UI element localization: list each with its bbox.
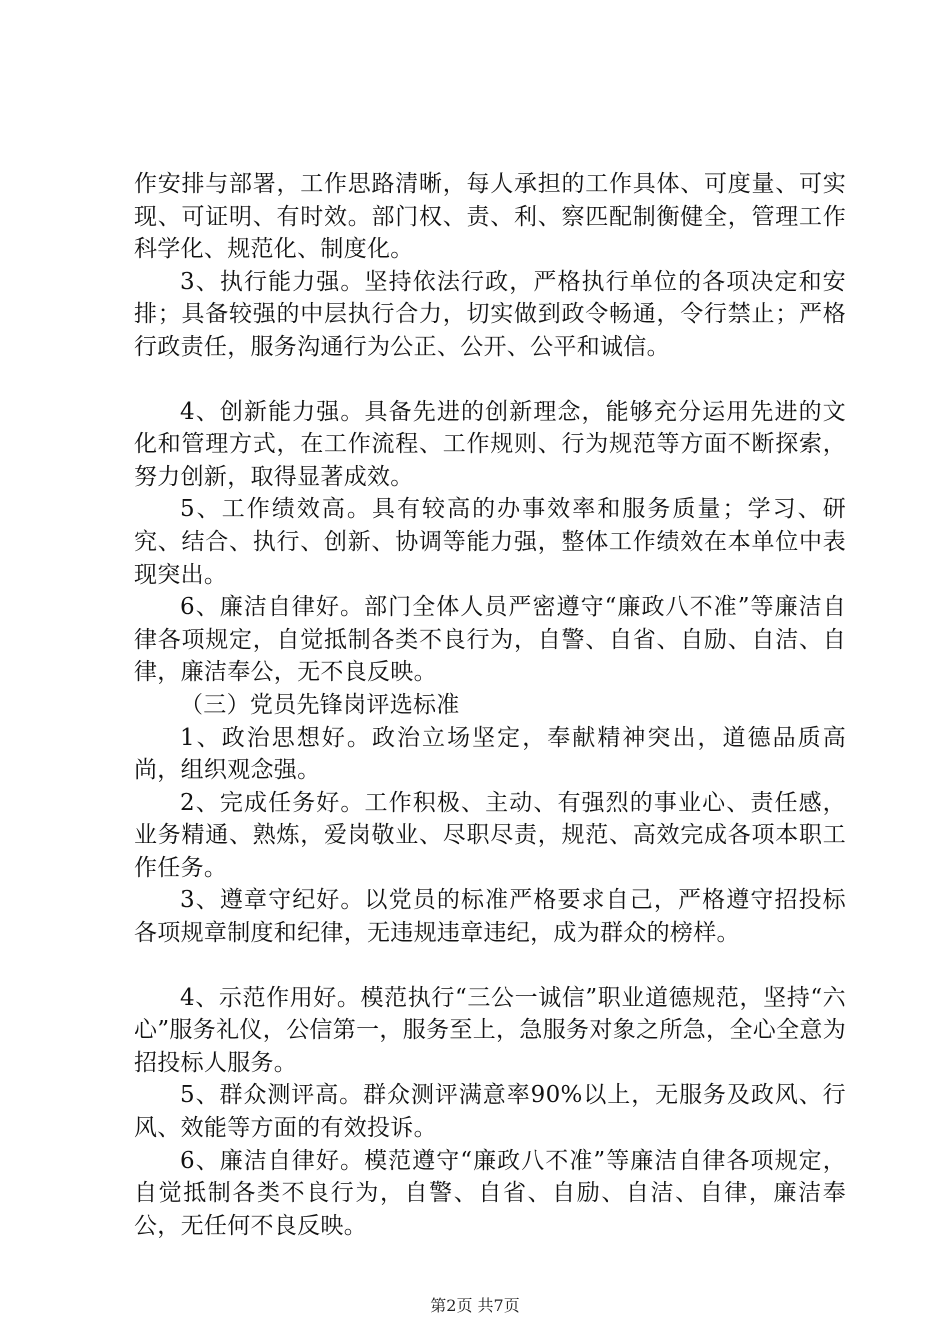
paragraph-integrity-dept: 6、廉洁自律好。部门全体人员严密遵守“廉政八不准”等廉洁自律各项规定，自觉抵制各类不良行为，自警、自省、自励、自洁、自律，廉洁奉公，无不良反映。 xyxy=(134,594,846,686)
paragraph-political: 1、政治思想好。政治立场坚定，奉献精神突出，道德品质高尚，组织观念强。 xyxy=(134,724,846,784)
paragraph-execution: 3、执行能力强。坚持依法行政，严格执行单位的各项决定和安排；具备较强的中层执行合力，切实做到政令畅通，令行禁止；严格行政责任，服务沟通行为公正、公开、公平和诚信。 xyxy=(134,268,846,360)
paragraph-innovation: 4、创新能力强。具备先进的创新理念，能够充分运用先进的文化和管理方式，在工作流程、工作规则、行为规范等方面不断探索，努力创新，取得显著成效。 xyxy=(134,398,846,490)
paragraph-evaluation: 5、群众测评高。群众测评满意率90%以上，无服务及政风、行风、效能等方面的有效投诉。 xyxy=(134,1082,846,1142)
document-body xyxy=(134,168,846,1242)
paragraph-continuation: 作安排与部署，工作思路清晰，每人承担的工作具体、可度量、可实现、可证明、有时效。部门权、责、利、察匹配制衡健全，管理工作科学化、规范化、制度化。 xyxy=(134,171,846,263)
paragraph-performance: 5、工作绩效高。具有较高的办事效率和服务质量；学习、研究、结合、执行、创新、协调等能力强，整体工作绩效在本单位中表现突出。 xyxy=(134,496,846,588)
paragraph-example: 4、示范作用好。模范执行“三公一诚信”职业道德规范，坚持“六心”服务礼仪，公信第一，服务至上，急服务对象之所急，全心全意为招投标人服务。 xyxy=(134,984,846,1076)
section-heading: （三）党员先锋岗评选标准 xyxy=(180,691,460,718)
paragraph-discipline: 3、遵章守纪好。以党员的标准严格要求自己，严格遵守招投标各项规章制度和纪律，无违规违章违纪，成为群众的榜样。 xyxy=(134,887,846,947)
paragraph-integrity-member: 6、廉洁自律好。模范遵守“廉政八不准”等廉洁自律各项规定，自觉抵制各类不良行为，自警、自省、自励、自洁、自律，廉洁奉公，无任何不良反映。 xyxy=(134,1147,846,1239)
paragraph-tasks: 2、完成任务好。工作积极、主动、有强烈的事业心、责任感，业务精通、熟炼，爱岗敬业、尽职尽责，规范、高效完成各项本职工作任务。 xyxy=(134,789,846,881)
page-footer: 第2页 共7页 xyxy=(430,1296,520,1315)
